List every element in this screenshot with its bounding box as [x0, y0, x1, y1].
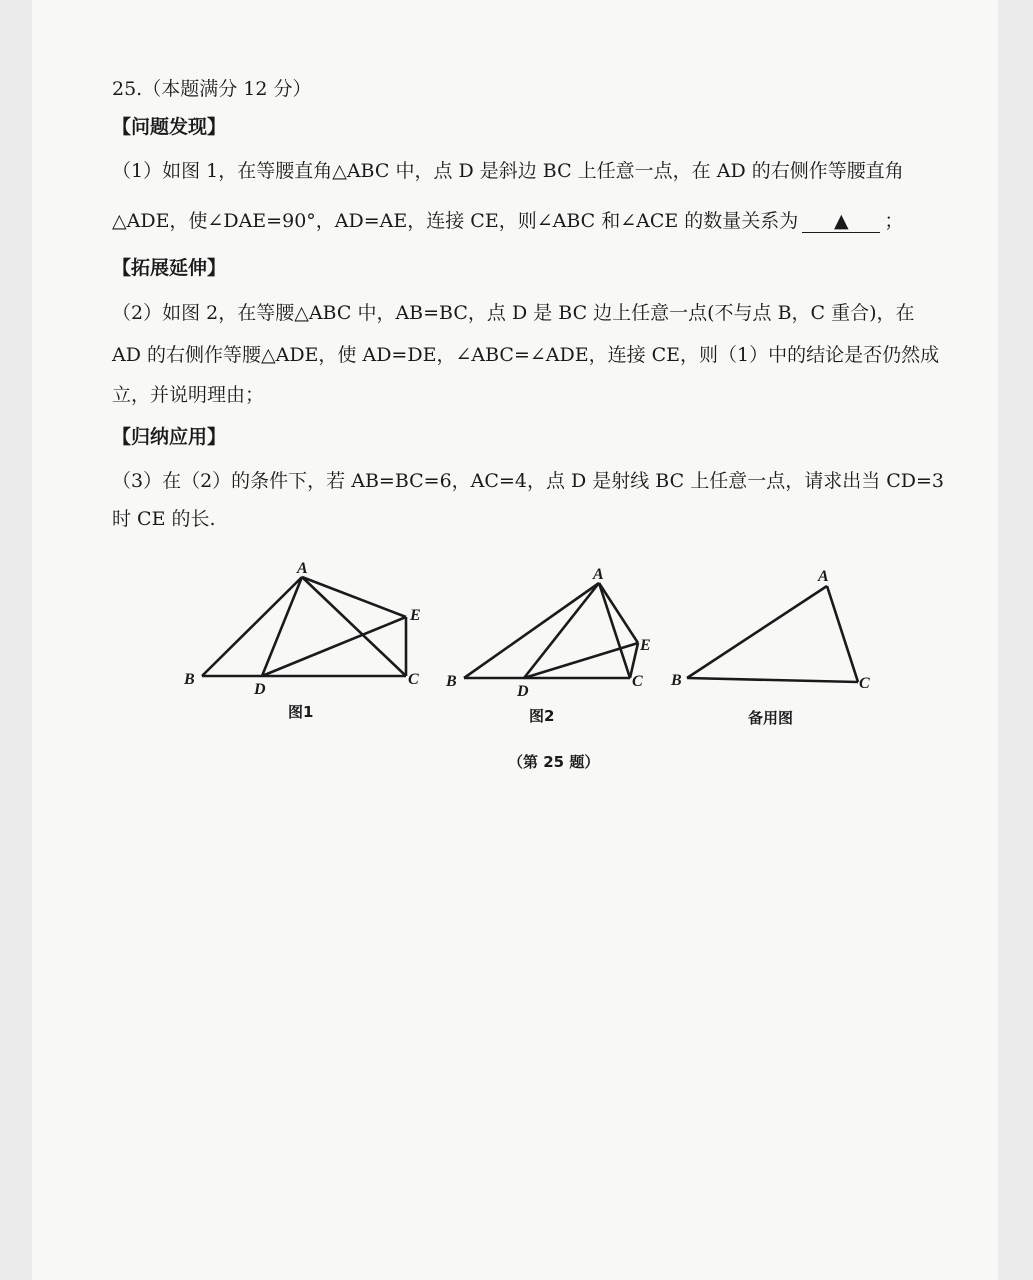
fig1-label-d: D [254, 681, 266, 698]
fig2-segment-ae [599, 583, 638, 643]
exam-page [32, 0, 998, 1280]
figure-spare [687, 586, 858, 682]
blank-marker: ▲ [834, 210, 849, 232]
part1-line2-text: △ADE，使∠DAE=90°，AD=AE，连接 CE，则∠ABC 和∠ACE 的数量关系为 [112, 210, 799, 232]
fig3-label-a: A [818, 568, 829, 585]
fig2-segment-de [524, 643, 638, 678]
fig1-caption: 图1 [288, 703, 314, 721]
section-heading-discovery: 【问题发现】 [112, 116, 227, 138]
part1-line1: （1）如图 1，在等腰直角△ABC 中，点 D 是斜边 BC 上任意一点，在 AD 的右侧作等腰直角 [112, 160, 904, 182]
fig2-label-a: A [593, 566, 604, 583]
fig3-caption: 备用图 [748, 709, 794, 727]
figure-1 [202, 577, 406, 676]
figures-diagram [32, 0, 998, 800]
part1-line2-end: ； [884, 210, 904, 232]
part2-line1: （2）如图 2，在等腰△ABC 中，AB=BC，点 D 是 BC 边上任意一点(不与点 B，C 重合)，在 [112, 302, 915, 324]
fig2-segment-ab [464, 583, 599, 678]
fig2-caption: 图2 [529, 707, 555, 725]
section-heading-application: 【归纳应用】 [112, 426, 227, 448]
fig1-label-e: E [410, 607, 421, 624]
question-title: 25.（本题满分 12 分） [112, 78, 312, 100]
section-heading-extension: 【拓展延伸】 [112, 257, 227, 279]
question-caption: （第 25 题） [508, 753, 600, 771]
fig2-label-b: B [446, 673, 457, 690]
fig1-segment-ae [302, 577, 406, 617]
fig2-segment-ad [524, 583, 599, 678]
part3-line2: 时 CE 的长. [112, 508, 216, 530]
fig3-label-c: C [859, 675, 870, 692]
fig2-segment-ac [599, 583, 630, 678]
fig1-label-c: C [408, 671, 419, 688]
fig1-label-a: A [297, 560, 308, 577]
fig3-segment-ac [827, 586, 858, 682]
fig3-segment-bc [687, 678, 858, 682]
fig1-label-b: B [184, 671, 195, 688]
fig1-segment-ab [202, 577, 302, 676]
part3-line1: （3）在（2）的条件下，若 AB=BC=6，AC=4，点 D 是射线 BC 上任意一点，请求出当 CD=3 [112, 470, 945, 492]
fig2-label-e: E [640, 637, 651, 654]
fig1-segment-ac [302, 577, 406, 676]
fig2-label-d: D [517, 683, 529, 700]
figure-2 [464, 583, 638, 678]
fig3-label-b: B [671, 672, 682, 689]
fig2-label-c: C [632, 673, 643, 690]
part2-line2: AD 的右侧作等腰△ADE，使 AD=DE，∠ABC=∠ADE，连接 CE，则（1）中的结论是否仍然成 [112, 344, 940, 366]
fig3-segment-ab [687, 586, 827, 678]
part2-line3: 立，并说明理由； [112, 384, 265, 406]
